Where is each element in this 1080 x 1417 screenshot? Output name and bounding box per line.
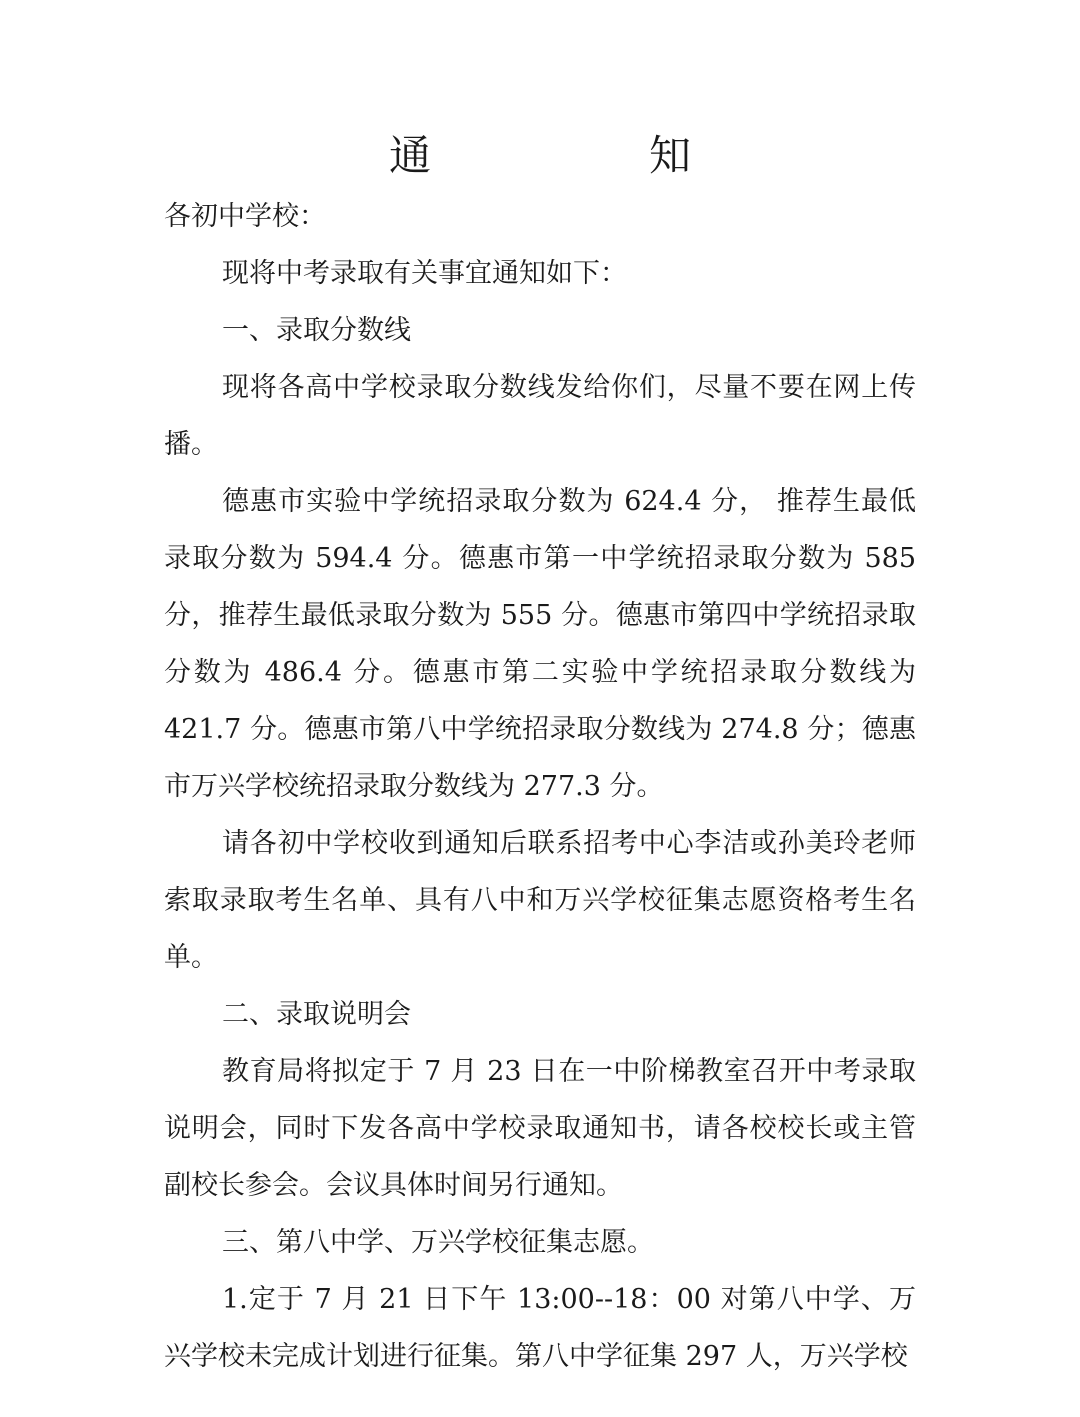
section-3-paragraph-1: 1.定于 7 月 21 日下午 13:00--18：00 对第八中学、万兴学校未完成计划进行征集。第八中学征集 297 人，万兴学校 xyxy=(164,1284,916,1372)
section-3-heading: 三、第八中学、万兴学校征集志愿。 xyxy=(222,1227,654,1258)
notice-title: 通 知 xyxy=(388,131,779,180)
section-1-paragraph-3: 请各初中学校收到通知后联系招考中心李洁或孙美玲老师索取录取考生名单、具有八中和万兴学校征集志愿资格考生名单。 xyxy=(164,828,916,973)
section-1-paragraph-2: 德惠市实验中学统招录取分数为 624.4 分， 推荐生最低录取分数为 594.4 分。德惠市第一中学统招录取分数为 585 分，推荐生最低录取分数为 555 分。德惠市第四中学统招录取分数为 486.4 分。德惠市第二实验中学统招录取分数线为 421.7 分。德惠市第八中学统招录取分数线为 274.8 分；德惠市万兴学校统招录取分数线为 277.3 分。 xyxy=(164,486,916,802)
section-2-paragraph-1: 教育局将拟定于 7 月 23 日在一中阶梯教室召开中考录取说明会，同时下发各高中学校录取通知书，请各校校长或主管副校长参会。会议具体时间另行通知。 xyxy=(164,1056,916,1201)
salutation: 各初中学校： xyxy=(164,201,326,232)
intro-paragraph: 现将中考录取有关事宜通知如下： xyxy=(222,258,627,289)
section-1-heading: 一、录取分数线 xyxy=(222,315,411,346)
notice-body xyxy=(164,188,916,1385)
section-2-heading: 二、录取说明会 xyxy=(222,999,411,1030)
section-1-paragraph-1: 现将各高中学校录取分数线发给你们，尽量不要在网上传播。 xyxy=(164,372,916,460)
